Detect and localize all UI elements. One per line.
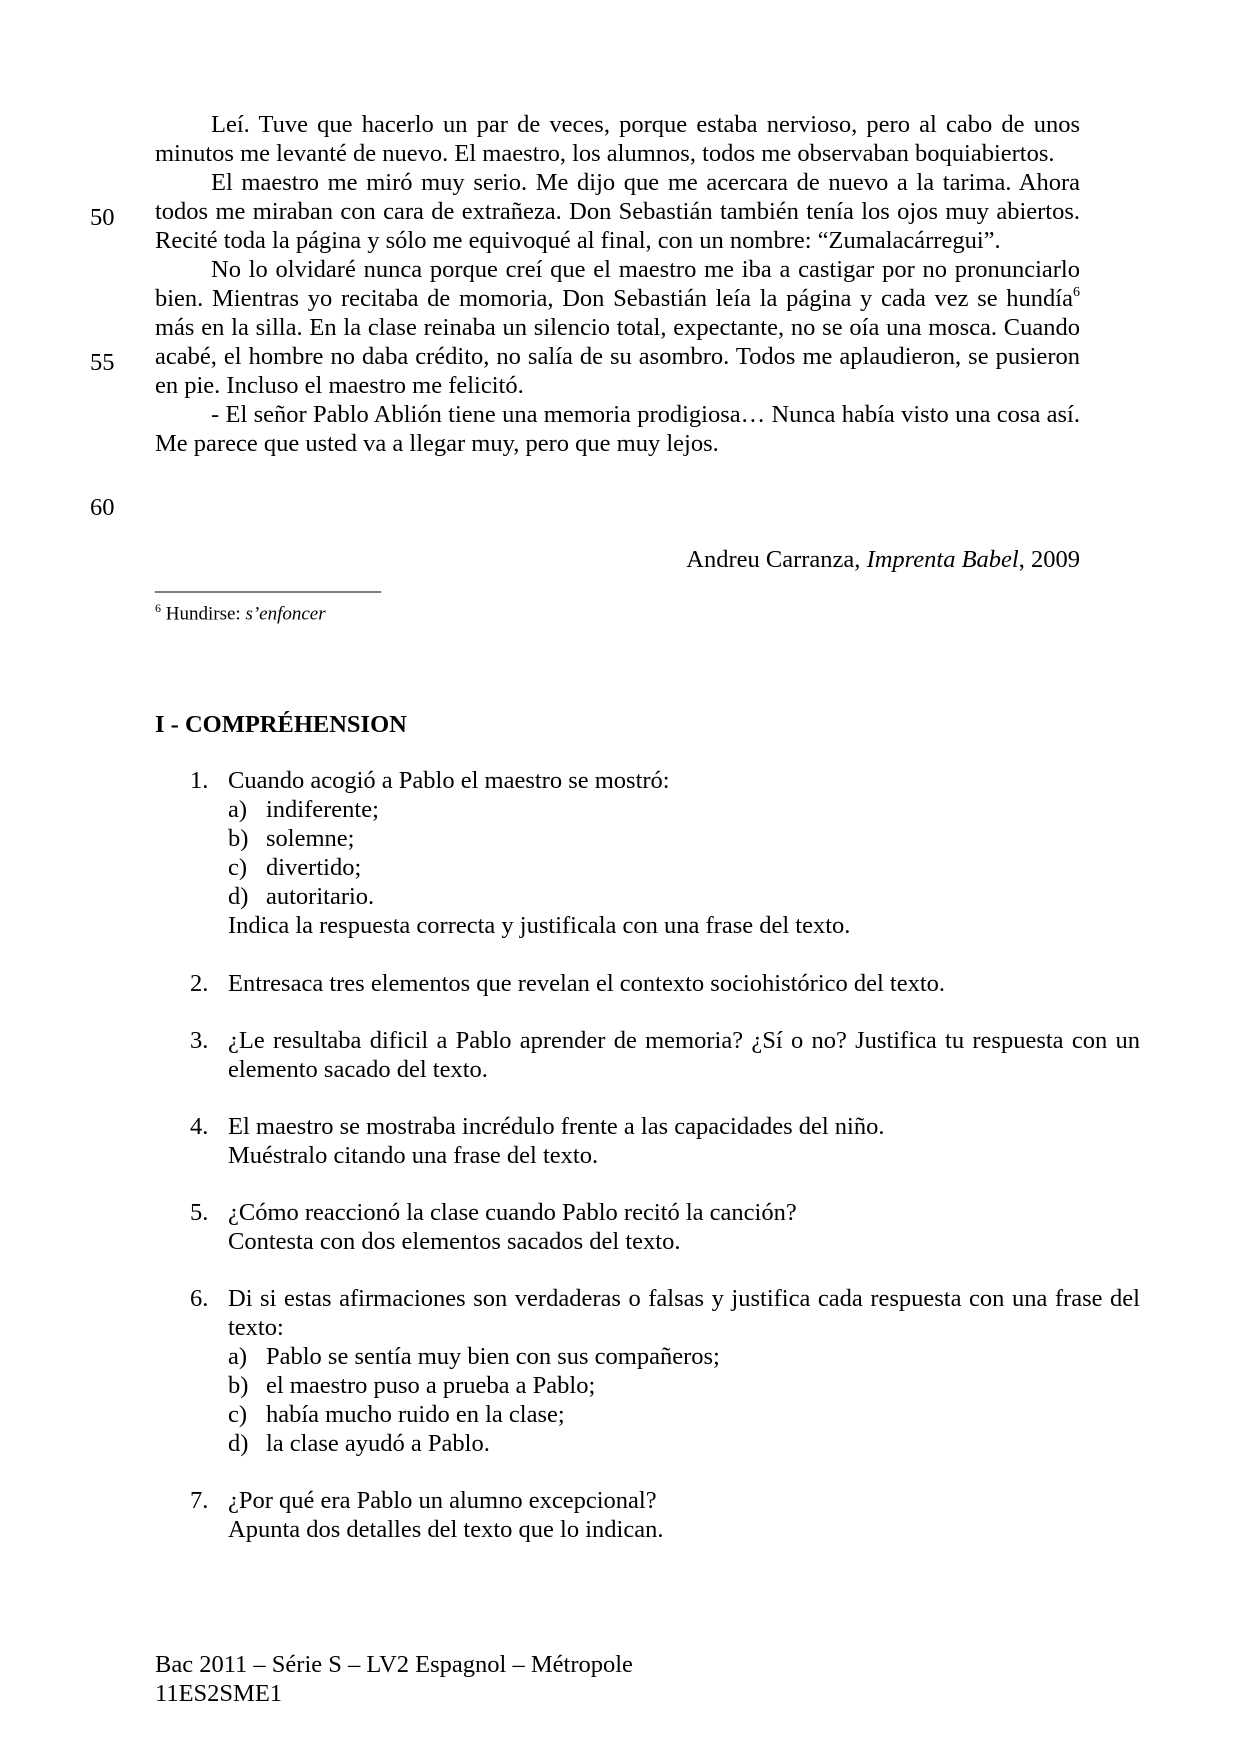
book-title: Imprenta Babel <box>866 546 1019 573</box>
reading-passage <box>155 110 1080 458</box>
exam-code: 11ES2SME1 <box>155 1680 283 1707</box>
line-number: 50 <box>90 204 115 231</box>
option: c) había mucho ruido en la clase; <box>228 1401 565 1428</box>
exam-title: Bac 2011 – Série S – LV2 Espagnol – Métropole <box>155 1651 633 1678</box>
question-6: 6. Di si estas afirmaciones son verdaderas o falsas y justifica cada respuesta con una frase del texto: a) Pablo se sentía muy bien con sus compañeros; b) el maestro puso a prueba a Pablo; c) había mucho ruido en la clase; d) la clase ayudó a Pablo. <box>190 1285 1140 1457</box>
option: d) autoritario. <box>228 883 375 910</box>
option: a) indiferente; <box>228 796 379 823</box>
option: d) la clase ayudó a Pablo. <box>228 1430 490 1457</box>
footnote: $^6$ Hundirse: s’enfoncer <box>155 601 326 625</box>
question-5: 5. ¿Cómo reaccionó la clase cuando Pablo recitó la canción? Contesta con dos elementos sacados del texto. <box>190 1199 797 1255</box>
question-list <box>190 766 1140 1544</box>
passage-paragraph-3: No lo olvidaré nunca porque creí que el maestro me iba a castigar por no pronunciarlo bien. Mientras yo recitaba de momoria, Don Sebastián leía la página y cada vez se hundía$^6$ más en la silla. En la clase reinaba un silencio total, expectante, no se oía una mosca. Cuando acabé, el hombre no daba crédito, no salía de su asombro. Todos me aplaudieron, se pusieron en pie. Incluso el maestro me felicitó. <box>155 256 1080 399</box>
passage-paragraph-4: - El señor Pablo Ablión tiene una memoria prodigiosa… Nunca había visto una cosa así. Me parece que usted va a llegar muy, pero que muy lejos. <box>155 401 1080 457</box>
option: b) el maestro puso a prueba a Pablo; <box>228 1372 596 1399</box>
source-attribution: Andreu Carranza, Imprenta Babel, 2009 <box>686 546 1080 573</box>
question-3: 3. ¿Le resultaba dificil a Pablo aprender de memoria? ¿Sí o no? Justifica tu respuesta con un elemento sacado del texto. <box>190 1027 1140 1083</box>
passage-paragraph-2: El maestro me miró muy serio. Me dijo que me acercara de nuevo a la tarima. Ahora todos me miraban con cara de extrañeza. Don Sebastián también tenía los ojos muy abiertos. Recité toda la página y sólo me equivoqué al final, con un nombre: “Zumalacárregui”. <box>155 169 1080 254</box>
option: b) solemne; <box>228 825 355 852</box>
option: a) Pablo se sentía muy bien con sus compañeros; <box>228 1343 720 1370</box>
section-title: I - COMPRÉHENSION <box>155 711 407 738</box>
question-1: 1. Cuando acogió a Pablo el maestro se mostró: a) indiferente; b) solemne; c) divertido; d) autoritario. Indica la respuesta correcta y justificala con una frase del texto. <box>190 766 1140 940</box>
footnote-rule: _________________________ <box>155 573 380 595</box>
line-number: 55 <box>90 349 115 376</box>
question-7: 7. ¿Por qué era Pablo un alumno excepcional? Apunta dos detalles del texto que lo indican. <box>190 1487 664 1543</box>
option: c) divertido; <box>228 854 362 881</box>
footnote-marker: 6 <box>1073 285 1080 300</box>
page-footer <box>155 1650 633 1708</box>
passage-paragraph-1: Leí. Tuve que hacerlo un par de veces, porque estaba nervioso, pero al cabo de unos minutos me levanté de nuevo. El maestro, los alumnos, todos me observaban boquiabiertos. <box>155 111 1080 167</box>
question-4: 4. El maestro se mostraba incrédulo frente a las capacidades del niño. Muéstralo citando una frase del texto. <box>190 1113 885 1169</box>
line-number: 60 <box>90 494 115 521</box>
question-2: 2. Entresaca tres elementos que revelan el contexto sociohistórico del texto. <box>190 970 946 997</box>
